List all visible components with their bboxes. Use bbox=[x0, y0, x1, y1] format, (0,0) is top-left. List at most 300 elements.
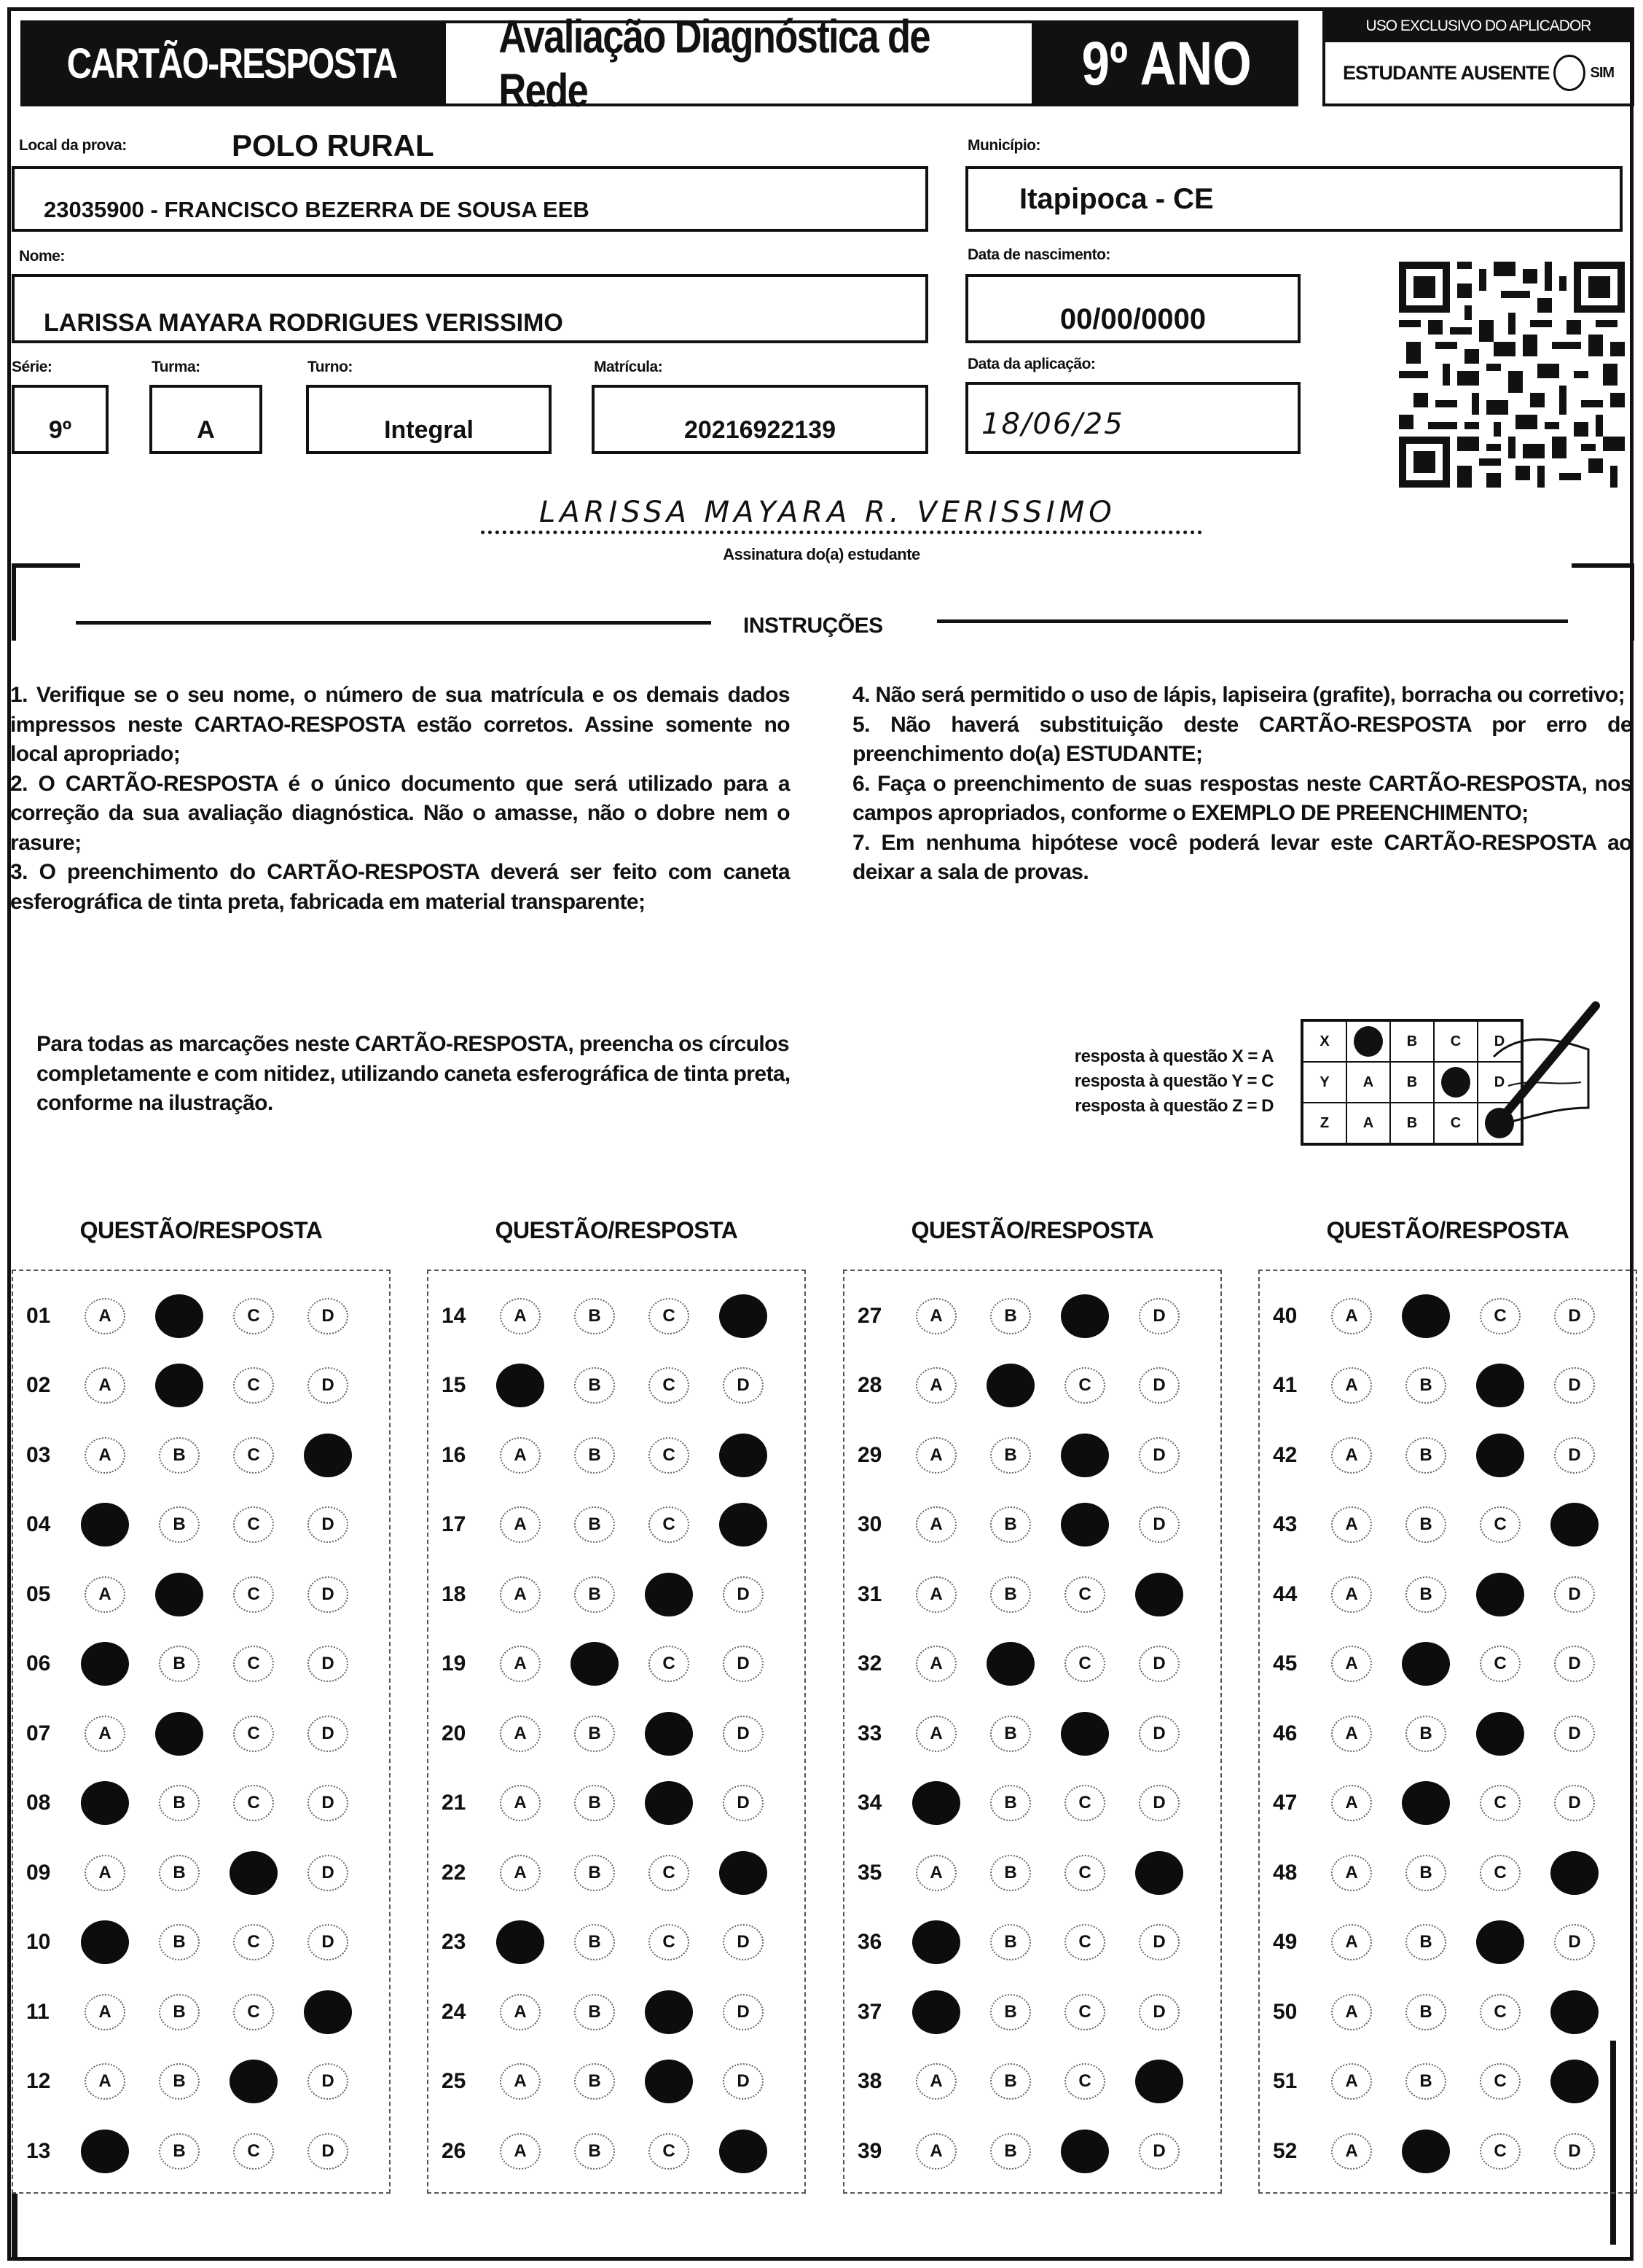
bubble-b[interactable]: B bbox=[159, 1924, 200, 1960]
bubble-filled-b[interactable] bbox=[987, 1642, 1035, 1686]
question-number: 10 bbox=[26, 1930, 51, 1955]
bubble-filled-a[interactable] bbox=[912, 1920, 960, 1964]
bubble-c[interactable]: C bbox=[1064, 1646, 1105, 1682]
bubble-c[interactable]: C bbox=[1480, 1646, 1521, 1682]
corner-mark-top-left bbox=[12, 563, 80, 641]
question-number: 38 bbox=[858, 2069, 882, 2094]
question-number: 50 bbox=[1273, 1999, 1298, 2024]
bubble-a[interactable]: A bbox=[1331, 1646, 1372, 1682]
answer-row bbox=[844, 1908, 1220, 1978]
bubble-d[interactable]: D bbox=[307, 1785, 348, 1821]
bubble-d[interactable]: D bbox=[307, 1716, 348, 1752]
bubble-c[interactable]: C bbox=[1480, 1785, 1521, 1821]
bubble-d[interactable]: D bbox=[723, 1924, 764, 1960]
answer-column-heading: QUESTÃO/RESPOSTA bbox=[79, 1217, 323, 1243]
turno-value: Integral bbox=[384, 416, 474, 444]
answer-row bbox=[13, 2116, 389, 2186]
example-legend bbox=[1005, 1044, 1274, 1119]
bubble-d[interactable]: D bbox=[307, 1576, 348, 1613]
bubble-filled-c[interactable] bbox=[1061, 1294, 1109, 1338]
bubble-c[interactable]: C bbox=[1064, 1924, 1105, 1960]
bubble-c[interactable]: C bbox=[233, 1437, 274, 1474]
answer-row bbox=[1260, 1699, 1636, 1769]
school-value: 23035900 - FRANCISCO BEZERRA DE SOUSA EEB bbox=[44, 197, 589, 222]
answer-block-2 bbox=[427, 1270, 806, 2194]
bubble-filled-a[interactable] bbox=[912, 1990, 960, 2034]
answer-row bbox=[844, 1560, 1220, 1630]
bubble-c[interactable]: C bbox=[648, 1855, 689, 1891]
turno-field bbox=[306, 385, 552, 454]
bubble-a[interactable]: A bbox=[916, 1367, 957, 1404]
answer-row bbox=[844, 1420, 1220, 1490]
answer-row bbox=[1260, 1490, 1636, 1560]
bubble-d[interactable]: D bbox=[723, 1994, 764, 2030]
question-number: 44 bbox=[1273, 1581, 1298, 1606]
qr-code bbox=[1399, 259, 1625, 490]
question-number: 13 bbox=[26, 2138, 51, 2163]
answer-row bbox=[1260, 1281, 1636, 1351]
bubble-filled-a[interactable] bbox=[496, 1364, 544, 1407]
instruction-1: 1. Verifique se o seu nome, o número de sua matrícula e os demais dados impressos neste CARTAO-RESPOSTA estão corretos. Assine somente no local apropriado; bbox=[10, 683, 790, 766]
bubble-c[interactable]: C bbox=[648, 1298, 689, 1334]
bubble-a[interactable]: A bbox=[1331, 2133, 1372, 2170]
bubble-c[interactable]: C bbox=[233, 1785, 274, 1821]
bubble-filled-a[interactable] bbox=[912, 1781, 960, 1825]
bubble-a[interactable]: A bbox=[85, 1298, 125, 1334]
bubble-c[interactable]: C bbox=[1480, 1506, 1521, 1543]
instructions-rule-right bbox=[937, 619, 1568, 623]
answer-row bbox=[1260, 1908, 1636, 1978]
bubble-a[interactable]: A bbox=[1331, 1924, 1372, 1960]
bubble-filled-d[interactable] bbox=[1550, 2060, 1599, 2103]
example-bubble: B bbox=[1390, 1020, 1434, 1062]
bubble-d[interactable]: D bbox=[1139, 1298, 1180, 1334]
grade-badge bbox=[1035, 20, 1298, 106]
fill-instructions: Para todas as marcações neste CARTÃO-RESPOSTA, preencha os círculos completamente e com nitidez, utilizando caneta esferográfica de tinta preta, conforme na ilustração. bbox=[36, 1032, 791, 1115]
question-number: 52 bbox=[1273, 2138, 1298, 2163]
question-number: 39 bbox=[858, 2138, 882, 2163]
question-number: 30 bbox=[858, 1512, 882, 1537]
bubble-b[interactable]: B bbox=[990, 2133, 1031, 2170]
instruction-2: 2. O CARTÃO-RESPOSTA é o único documento que será utilizado para a correção da sua avaliação diagnóstica. Não o amasse, não o dobre nem o rasure; bbox=[10, 771, 790, 855]
bubble-b[interactable]: B bbox=[990, 1576, 1031, 1613]
bubble-c[interactable]: C bbox=[233, 1924, 274, 1960]
aplicacao-value: 18/06/25 bbox=[981, 407, 1124, 441]
bubble-c[interactable]: C bbox=[233, 1994, 274, 2030]
bubble-a[interactable]: A bbox=[85, 1855, 125, 1891]
answer-row bbox=[1260, 1977, 1636, 2047]
bubble-d[interactable]: D bbox=[1139, 1924, 1180, 1960]
bubble-c[interactable]: C bbox=[233, 1506, 274, 1543]
question-number: 35 bbox=[858, 1860, 882, 1885]
bubble-a[interactable]: A bbox=[916, 2063, 957, 2100]
bubble-b[interactable]: B bbox=[574, 1367, 615, 1404]
bubble-filled-d[interactable] bbox=[1550, 1503, 1599, 1546]
bubble-c[interactable]: C bbox=[1064, 1994, 1105, 2030]
question-number: 15 bbox=[442, 1373, 466, 1398]
question-number: 41 bbox=[1273, 1373, 1298, 1398]
bubble-d[interactable]: D bbox=[723, 1785, 764, 1821]
turno-label: Turno: bbox=[307, 359, 353, 375]
bubble-a[interactable]: A bbox=[1331, 1855, 1372, 1891]
question-number: 01 bbox=[26, 1303, 51, 1328]
bubble-d[interactable]: D bbox=[723, 1576, 764, 1613]
bubble-d[interactable]: D bbox=[1554, 1785, 1595, 1821]
answer-row bbox=[844, 1769, 1220, 1839]
bubble-b[interactable]: B bbox=[574, 1855, 615, 1891]
example-question: Z bbox=[1302, 1103, 1346, 1144]
example-bubble: C bbox=[1434, 1103, 1478, 1144]
bubble-c[interactable]: C bbox=[233, 1576, 274, 1613]
bubble-b[interactable]: B bbox=[990, 1437, 1031, 1474]
bubble-b[interactable]: B bbox=[990, 1855, 1031, 1891]
bubble-a[interactable]: A bbox=[1331, 1367, 1372, 1404]
bubble-a[interactable]: A bbox=[500, 1716, 541, 1752]
bubble-a[interactable]: A bbox=[85, 1367, 125, 1404]
bubble-a[interactable]: A bbox=[1331, 1785, 1372, 1821]
bubble-d[interactable]: D bbox=[1554, 1716, 1595, 1752]
bubble-c[interactable]: C bbox=[233, 1367, 274, 1404]
serie-value: 9º bbox=[48, 416, 72, 444]
bubble-d[interactable]: D bbox=[723, 1646, 764, 1682]
bubble-filled-a[interactable] bbox=[81, 2130, 129, 2173]
bubble-filled-c[interactable] bbox=[645, 1712, 693, 1756]
bubble-filled-d[interactable] bbox=[1135, 2060, 1183, 2103]
bubble-b[interactable]: B bbox=[159, 1506, 200, 1543]
bubble-filled-c[interactable] bbox=[1476, 1920, 1524, 1964]
bubble-b[interactable]: B bbox=[574, 1576, 615, 1613]
answer-row bbox=[1260, 1351, 1636, 1421]
bubble-a[interactable]: A bbox=[916, 1506, 957, 1543]
nascimento-field bbox=[965, 274, 1301, 343]
bubble-filled-d[interactable] bbox=[719, 1434, 767, 1477]
bubble-d[interactable]: D bbox=[1554, 1437, 1595, 1474]
bubble-filled-c[interactable] bbox=[645, 1781, 693, 1825]
bubble-b[interactable]: B bbox=[1405, 1576, 1446, 1613]
bubble-b[interactable]: B bbox=[574, 1785, 615, 1821]
bubble-d[interactable]: D bbox=[1554, 1298, 1595, 1334]
bubble-a[interactable]: A bbox=[1331, 2063, 1372, 2100]
bubble-c[interactable]: C bbox=[1064, 1855, 1105, 1891]
question-number: 14 bbox=[442, 1303, 466, 1328]
bubble-d[interactable]: D bbox=[1554, 1576, 1595, 1613]
bubble-filled-c[interactable] bbox=[1476, 1364, 1524, 1407]
bubble-c[interactable]: C bbox=[1480, 1855, 1521, 1891]
answer-row bbox=[428, 2116, 804, 2186]
bubble-a[interactable]: A bbox=[500, 2063, 541, 2100]
bubble-c[interactable]: C bbox=[233, 1716, 274, 1752]
serie-label: Série: bbox=[12, 359, 52, 375]
bubble-a[interactable]: A bbox=[500, 1506, 541, 1543]
absent-bubble[interactable] bbox=[1553, 55, 1585, 91]
filled-bubble-icon bbox=[1441, 1067, 1470, 1098]
exam-title bbox=[443, 10, 1035, 117]
bubble-b[interactable]: B bbox=[990, 1994, 1031, 2030]
bubble-c[interactable]: C bbox=[648, 2133, 689, 2170]
bubble-b[interactable]: B bbox=[990, 1785, 1031, 1821]
bubble-a[interactable]: A bbox=[500, 1646, 541, 1682]
question-number: 03 bbox=[26, 1442, 51, 1467]
bubble-c[interactable]: C bbox=[233, 1298, 274, 1334]
bubble-filled-d[interactable] bbox=[1550, 1851, 1599, 1895]
aplicacao-field[interactable] bbox=[965, 382, 1301, 454]
bubble-filled-b[interactable] bbox=[155, 1294, 203, 1338]
signature-line[interactable] bbox=[481, 531, 1202, 534]
bubble-a[interactable]: A bbox=[85, 1576, 125, 1613]
bubble-filled-c[interactable] bbox=[1476, 1712, 1524, 1756]
bubble-filled-a[interactable] bbox=[81, 1503, 129, 1546]
bubble-b[interactable]: B bbox=[990, 1924, 1031, 1960]
question-number: 18 bbox=[442, 1581, 466, 1606]
bubble-b[interactable]: B bbox=[1405, 1994, 1446, 2030]
bubble-b[interactable]: B bbox=[574, 1506, 615, 1543]
bubble-d[interactable]: D bbox=[1139, 1646, 1180, 1682]
bubble-b[interactable]: B bbox=[159, 1437, 200, 1474]
bubble-filled-b[interactable] bbox=[987, 1364, 1035, 1407]
bubble-d[interactable]: D bbox=[1139, 1785, 1180, 1821]
bubble-filled-d[interactable] bbox=[304, 1434, 352, 1477]
bubble-d[interactable]: D bbox=[307, 1646, 348, 1682]
bubble-d[interactable]: D bbox=[307, 1367, 348, 1404]
bubble-a[interactable]: A bbox=[500, 1298, 541, 1334]
answer-block-4 bbox=[1258, 1270, 1637, 2194]
answer-row bbox=[13, 1769, 389, 1839]
bubble-a[interactable]: A bbox=[85, 1994, 125, 2030]
bubble-b[interactable]: B bbox=[574, 1716, 615, 1752]
bubble-c[interactable]: C bbox=[648, 1437, 689, 1474]
bubble-a[interactable]: A bbox=[1331, 1298, 1372, 1334]
bubble-d[interactable]: D bbox=[1139, 1994, 1180, 2030]
bubble-filled-c[interactable] bbox=[1061, 1712, 1109, 1756]
signature-label: Assinatura do(a) estudante bbox=[723, 545, 920, 563]
bubble-a[interactable]: A bbox=[916, 2133, 957, 2170]
bubble-d[interactable]: D bbox=[307, 2133, 348, 2170]
question-number: 32 bbox=[858, 1651, 882, 1676]
bubble-a[interactable]: A bbox=[916, 1298, 957, 1334]
bubble-b[interactable]: B bbox=[1405, 2063, 1446, 2100]
bubble-a[interactable]: A bbox=[85, 1716, 125, 1752]
bubble-filled-b[interactable] bbox=[1402, 1294, 1450, 1338]
bubble-b[interactable]: B bbox=[1405, 1367, 1446, 1404]
bubble-filled-a[interactable] bbox=[81, 1920, 129, 1964]
bubble-filled-d[interactable] bbox=[719, 2130, 767, 2173]
bubble-filled-a[interactable] bbox=[81, 1642, 129, 1686]
bubble-c[interactable]: C bbox=[648, 1924, 689, 1960]
bubble-filled-b[interactable] bbox=[570, 1642, 619, 1686]
bubble-a[interactable]: A bbox=[916, 1646, 957, 1682]
municipio-value: Itapipoca - CE bbox=[1019, 182, 1214, 215]
bubble-filled-d[interactable] bbox=[1550, 1990, 1599, 2034]
bubble-b[interactable]: B bbox=[574, 1437, 615, 1474]
bubble-b[interactable]: B bbox=[1405, 1437, 1446, 1474]
bubble-d[interactable]: D bbox=[1554, 1367, 1595, 1404]
bubble-b[interactable]: B bbox=[159, 1855, 200, 1891]
bubble-c[interactable]: C bbox=[1480, 2133, 1521, 2170]
example-bubble: D bbox=[1478, 1062, 1522, 1103]
corner-mark-bottom-left bbox=[12, 2194, 25, 2259]
bubble-b[interactable]: B bbox=[1405, 1716, 1446, 1752]
bubble-d[interactable]: D bbox=[1139, 1437, 1180, 1474]
bubble-a[interactable]: A bbox=[1331, 1994, 1372, 2030]
bubble-b[interactable]: B bbox=[159, 1646, 200, 1682]
bubble-filled-c[interactable] bbox=[645, 2060, 693, 2103]
answer-column-heading: QUESTÃO/RESPOSTA bbox=[1326, 1217, 1569, 1243]
bubble-filled-a[interactable] bbox=[496, 1920, 544, 1964]
turma-label: Turma: bbox=[152, 359, 200, 375]
bubble-c[interactable]: C bbox=[648, 1646, 689, 1682]
bubble-a[interactable]: A bbox=[500, 1576, 541, 1613]
matricula-field bbox=[592, 385, 928, 454]
bubble-b[interactable]: B bbox=[159, 1785, 200, 1821]
bubble-b[interactable]: B bbox=[159, 2133, 200, 2170]
bubble-filled-d[interactable] bbox=[719, 1851, 767, 1895]
bubble-filled-d[interactable] bbox=[1135, 1573, 1183, 1616]
bubble-c[interactable]: C bbox=[233, 2133, 274, 2170]
bubble-c[interactable]: C bbox=[1064, 2063, 1105, 2100]
instruction-7: 7. Em nenhuma hipótese você poderá levar este CARTÃO-RESPOSTA ao deixar a sala de provas. bbox=[852, 830, 1632, 884]
bubble-c[interactable]: C bbox=[1064, 1576, 1105, 1613]
bubble-d[interactable]: D bbox=[307, 1298, 348, 1334]
bubble-filled-d[interactable] bbox=[719, 1294, 767, 1338]
bubble-filled-c[interactable] bbox=[1476, 1434, 1524, 1477]
bubble-d[interactable]: D bbox=[307, 1924, 348, 1960]
question-number: 48 bbox=[1273, 1860, 1298, 1885]
bubble-c[interactable]: C bbox=[1064, 1367, 1105, 1404]
absent-row bbox=[1325, 42, 1631, 103]
bubble-d[interactable]: D bbox=[307, 1506, 348, 1543]
nome-value: LARISSA MAYARA RODRIGUES VERISSIMO bbox=[44, 309, 563, 337]
bubble-b[interactable]: B bbox=[990, 1298, 1031, 1334]
question-number: 51 bbox=[1273, 2069, 1298, 2094]
bubble-c[interactable]: C bbox=[1480, 2063, 1521, 2100]
bubble-b[interactable]: B bbox=[990, 1716, 1031, 1752]
bubble-a[interactable]: A bbox=[1331, 1716, 1372, 1752]
bubble-b[interactable]: B bbox=[574, 1994, 615, 2030]
answer-row bbox=[1260, 1420, 1636, 1490]
answer-row bbox=[844, 2047, 1220, 2117]
bubble-a[interactable]: A bbox=[916, 1716, 957, 1752]
bubble-a[interactable]: A bbox=[1331, 1506, 1372, 1543]
question-number: 31 bbox=[858, 1581, 882, 1606]
absent-label: ESTUDANTE AUSENTE bbox=[1342, 61, 1550, 84]
bubble-filled-d[interactable] bbox=[304, 1990, 352, 2034]
question-number: 17 bbox=[442, 1512, 466, 1537]
bubble-b[interactable]: B bbox=[574, 2133, 615, 2170]
bubble-filled-c[interactable] bbox=[1061, 1503, 1109, 1546]
bubble-c[interactable]: C bbox=[1480, 1298, 1521, 1334]
bubble-d[interactable]: D bbox=[1139, 2133, 1180, 2170]
bubble-c[interactable]: C bbox=[233, 1646, 274, 1682]
bubble-b[interactable]: B bbox=[574, 2063, 615, 2100]
bubble-filled-b[interactable] bbox=[155, 1364, 203, 1407]
bubble-filled-b[interactable] bbox=[1402, 1642, 1450, 1686]
instruction-3: 3. O preenchimento do CARTÃO-RESPOSTA deverá ser feito com caneta esferográfica de tinta preta, fabricada em material transparente; bbox=[10, 860, 790, 914]
bubble-d[interactable]: D bbox=[723, 1367, 764, 1404]
bubble-b[interactable]: B bbox=[159, 2063, 200, 2100]
bubble-b[interactable]: B bbox=[574, 1924, 615, 1960]
exam-title-text: Avaliação Diagnóstica de Rede bbox=[498, 10, 930, 117]
bubble-filled-c[interactable] bbox=[645, 1573, 693, 1616]
bubble-a[interactable]: A bbox=[916, 1437, 957, 1474]
bubble-c[interactable]: C bbox=[648, 1367, 689, 1404]
bubble-a[interactable]: A bbox=[500, 1994, 541, 2030]
bubble-filled-d[interactable] bbox=[719, 1503, 767, 1546]
question-number: 23 bbox=[442, 1930, 466, 1955]
bubble-d[interactable]: D bbox=[1139, 1506, 1180, 1543]
bubble-a[interactable]: A bbox=[1331, 1576, 1372, 1613]
bubble-a[interactable]: A bbox=[1331, 1437, 1372, 1474]
nascimento-value: 00/00/0000 bbox=[1059, 303, 1207, 335]
bubble-d[interactable]: D bbox=[1554, 1924, 1595, 1960]
bubble-filled-c[interactable] bbox=[1476, 1573, 1524, 1616]
bubble-d[interactable]: D bbox=[723, 2063, 764, 2100]
bubble-filled-a[interactable] bbox=[81, 1781, 129, 1825]
bubble-filled-c[interactable] bbox=[1061, 1434, 1109, 1477]
bubble-d[interactable]: D bbox=[1139, 1367, 1180, 1404]
turma-field bbox=[149, 385, 262, 454]
bubble-filled-b[interactable] bbox=[155, 1712, 203, 1756]
answer-block-3 bbox=[843, 1270, 1222, 2194]
bubble-a[interactable]: A bbox=[500, 1437, 541, 1474]
bubble-a[interactable]: A bbox=[500, 1855, 541, 1891]
bubble-filled-d[interactable] bbox=[1135, 1851, 1183, 1895]
question-number: 40 bbox=[1273, 1303, 1298, 1328]
instruction-4: 4. Não será permitido o uso de lápis, lapiseira (grafite), borracha ou corretivo; bbox=[852, 683, 1626, 707]
bubble-d[interactable]: D bbox=[307, 2063, 348, 2100]
bubble-b[interactable]: B bbox=[990, 1506, 1031, 1543]
question-number: 29 bbox=[858, 1442, 882, 1467]
bubble-d[interactable]: D bbox=[1554, 1646, 1595, 1682]
example-line-z: resposta à questão Z = D bbox=[1075, 1096, 1274, 1116]
bubble-b[interactable]: B bbox=[1405, 1924, 1446, 1960]
question-number: 49 bbox=[1273, 1930, 1298, 1955]
bubble-d[interactable]: D bbox=[307, 1855, 348, 1891]
bubble-d[interactable]: D bbox=[1554, 2133, 1595, 2170]
filled-bubble-icon bbox=[1354, 1026, 1383, 1057]
bubble-c[interactable]: C bbox=[1064, 1785, 1105, 1821]
bubble-b[interactable]: B bbox=[159, 1994, 200, 2030]
bubble-d[interactable]: D bbox=[723, 1716, 764, 1752]
applicator-heading: USO EXCLUSIVO DO APLICADOR bbox=[1325, 10, 1631, 42]
answer-row bbox=[844, 2116, 1220, 2186]
instructions-left bbox=[10, 681, 790, 917]
bubble-a[interactable]: A bbox=[500, 1785, 541, 1821]
bubble-filled-c[interactable] bbox=[645, 1990, 693, 2034]
bubble-filled-c[interactable] bbox=[230, 1851, 278, 1895]
bubble-d[interactable]: D bbox=[1139, 1716, 1180, 1752]
bubble-a[interactable]: A bbox=[916, 1576, 957, 1613]
answer-row bbox=[844, 1490, 1220, 1560]
bubble-filled-c[interactable] bbox=[1061, 2130, 1109, 2173]
bubble-b[interactable]: B bbox=[574, 1298, 615, 1334]
bubble-a[interactable]: A bbox=[916, 1855, 957, 1891]
bubble-b[interactable]: B bbox=[1405, 1506, 1446, 1543]
bubble-a[interactable]: A bbox=[500, 2133, 541, 2170]
bubble-filled-c[interactable] bbox=[230, 2060, 278, 2103]
bubble-b[interactable]: B bbox=[1405, 1855, 1446, 1891]
bubble-filled-b[interactable] bbox=[1402, 1781, 1450, 1825]
bubble-a[interactable]: A bbox=[85, 2063, 125, 2100]
bubble-c[interactable]: C bbox=[1480, 1994, 1521, 2030]
bubble-filled-b[interactable] bbox=[1402, 2130, 1450, 2173]
question-number: 05 bbox=[26, 1581, 51, 1606]
bubble-a[interactable]: A bbox=[85, 1437, 125, 1474]
bubble-c[interactable]: C bbox=[648, 1506, 689, 1543]
question-number: 46 bbox=[1273, 1721, 1298, 1745]
example-question: Y bbox=[1302, 1062, 1346, 1103]
bubble-filled-b[interactable] bbox=[155, 1573, 203, 1616]
bubble-b[interactable]: B bbox=[990, 2063, 1031, 2100]
